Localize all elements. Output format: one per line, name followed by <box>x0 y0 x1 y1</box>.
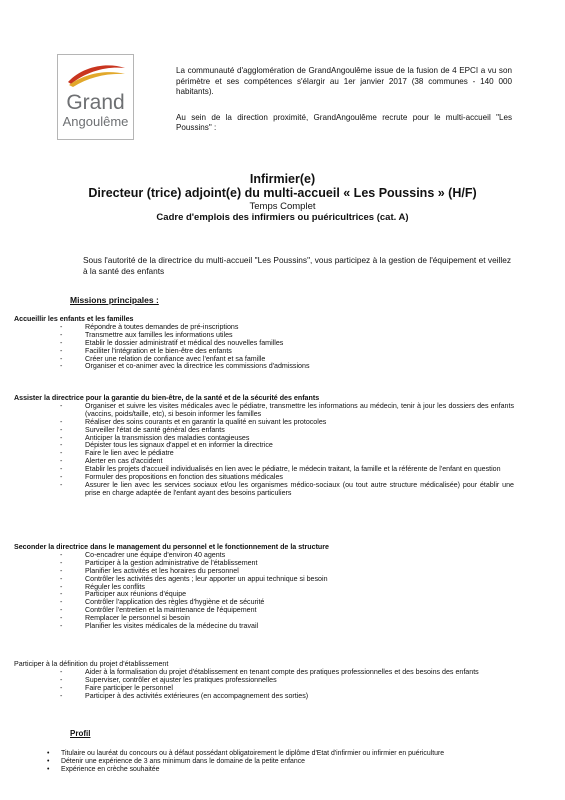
list-item: - Faire le lien avec le pédiatre <box>14 450 514 458</box>
list-item: - Participer à la gestion administrative de l'établissement <box>14 560 514 568</box>
list-item: - Organiser et suivre les visites médicales avec le pédiatre, transmettre les informations au médecin, tenir à jour les dossiers des enfants (vaccins, poids/taille, etc), si besoin informer les familles <box>14 403 514 419</box>
job-title: Infirmier(e) <box>249 172 316 186</box>
list-item: - Anticiper la transmission des maladies contagieuses <box>14 435 514 443</box>
mission-section <box>14 661 514 701</box>
missions-heading: Missions principales : <box>70 295 159 305</box>
job-subtitle: Directeur (trice) adjoint(e) du multi-accueil « Les Poussins » (H/F) <box>88 186 477 200</box>
list-item: - Aider à la formalisation du projet d'établissement en tenant compte des pratiques professionnelles et des besoins des enfants <box>14 669 514 677</box>
logo-text-angouleme: Angoulême <box>62 114 129 129</box>
list-item: - Surveiller l'état de santé général des enfants <box>14 427 514 435</box>
section-heading: Assister la directrice pour la garantie du bien-être, de la santé et de la sécurité des enfants <box>14 394 320 402</box>
intro-paragraph: La communauté d'agglomération de GrandAngoulême issue de la fusion de 4 EPCI a vu son périmètre et ses compétences s'élargir au 1er janvier 2017 (38 communes - 140 000 habitants). <box>176 66 512 96</box>
list-item: - Planifier les visites médicales de la médecine du travail <box>14 623 514 631</box>
list-item: - Contrôler l'entretien et la maintenance de l'équipement <box>14 607 514 615</box>
list-item: - Planifier les activités et les horaires du personnel <box>14 568 514 576</box>
job-title-block <box>0 172 565 223</box>
list-item: - Etablir les projets d'accueil individualisés en lien avec le pédiatre, le médecin traitant, la famille et la référente de l'enfant en question <box>14 466 514 474</box>
employment-framework: Cadre d'emplois des infirmiers ou puéricultrices (cat. A) <box>156 212 409 223</box>
list-item: • Expérience en crèche souhaitée <box>47 766 512 774</box>
list-item: • Titulaire ou lauréat du concours ou à défaut possédant obligatoirement le diplôme d'Etat d'infirmier ou infirmier en puériculture <box>47 750 512 758</box>
list-item: - Assurer le lien avec les services sociaux et/ou les organismes médico-sociaux (ou tout autre structure médicalisée) pour établir une prise en charge adaptée de l'enfant ayant des besoins particuliers <box>14 482 514 498</box>
list-item: - Répondre à toutes demandes de pré-inscriptions <box>14 324 514 332</box>
list-item: - Participer à des activités extérieures (en accompagnement des sorties) <box>14 693 514 701</box>
list-item: - Réguler les conflits <box>14 584 514 592</box>
list-item: - Formuler des propositions en fonction des situations médicales <box>14 474 514 482</box>
list-item: - Transmettre aux familles les informations utiles <box>14 332 514 340</box>
list-item: - Co-encadrer une équipe d'environ 40 agents <box>14 552 514 560</box>
section-heading: Participer à la définition du projet d'établissement <box>14 660 169 668</box>
profil-list <box>47 750 512 774</box>
logo-text-grand: Grand <box>66 91 125 114</box>
intro-paragraph: Au sein de la direction proximité, GrandAngoulême recrute pour le multi-accueil "Les Poussins" : <box>176 112 512 132</box>
list-item: - Etablir le dossier administratif et médical des nouvelles familles <box>14 340 514 348</box>
list-item: - Contrôler l'application des règles d'hygiène et de sécurité <box>14 599 514 607</box>
list-item: - Réaliser des soins courants et en garantir la qualité en suivant les protocoles <box>14 419 514 427</box>
lead-paragraph: Sous l'autorité de la directrice du multi-accueil "Les Poussins", vous participez à la gestion de l'équipement et veillez à la santé des enfants <box>83 255 511 276</box>
list-item: - Superviser, contrôler et ajuster les pratiques professionnelles <box>14 677 514 685</box>
profil-heading: Profil <box>70 729 91 738</box>
list-item: - Dépister tous les signaux d'appel et en informer la directrice <box>14 442 514 450</box>
intro-text <box>176 66 512 149</box>
section-heading: Seconder la directrice dans le management du personnel et le fonctionnement de la structure <box>14 543 329 551</box>
list-item: - Alerter en cas d'accident <box>14 458 514 466</box>
mission-section <box>14 544 514 631</box>
list-item: • Détenir une expérience de 3 ans minimum dans le domaine de la petite enfance <box>47 758 512 766</box>
mission-section <box>14 316 514 371</box>
list-item: - Contrôler les activités des agents ; leur apporter un appui technique si besoin <box>14 576 514 584</box>
mission-section <box>14 395 514 498</box>
list-item: - Faciliter l'intégration et le bien-être des enfants <box>14 348 514 356</box>
list-item: - Participer aux réunions d'équipe <box>14 591 514 599</box>
section-heading: Accueillir les enfants et les familles <box>14 315 134 323</box>
list-item: - Créer une relation de confiance avec l'enfant et sa famille <box>14 356 514 364</box>
list-item: - Remplacer le personnel si besoin <box>14 615 514 623</box>
list-item: - Faire participer le personnel <box>14 685 514 693</box>
list-item: - Organiser et co-animer avec la directrice les commissions d'admissions <box>14 363 514 371</box>
grandangouleme-logo <box>57 54 134 140</box>
work-time: Temps Complet <box>249 201 316 212</box>
